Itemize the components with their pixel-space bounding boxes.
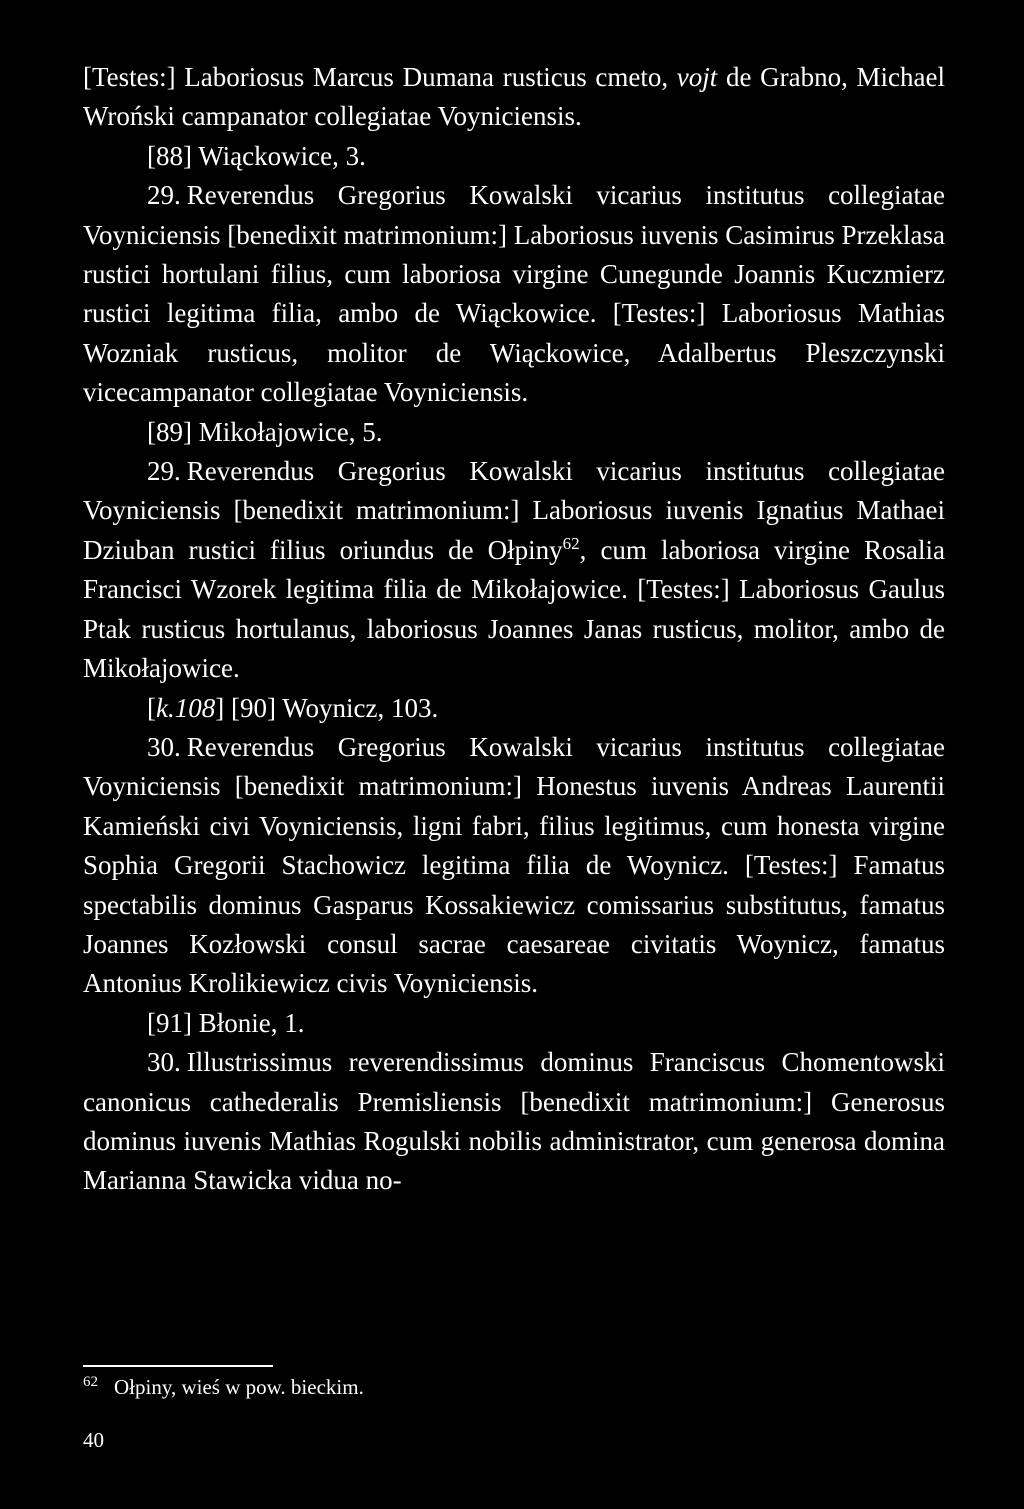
paragraph-text: de Grabno, Michael Wroński campanator collegiatae Voyniciensis.	[83, 62, 946, 132]
bracket-open: [	[147, 692, 156, 723]
footnote-reference[interactable]: 62	[562, 533, 580, 553]
footnote-mark: 62	[83, 1374, 98, 1390]
paragraph-text: [Testes:] Laboriosus Marcus Dumana rusticus cmeto,	[83, 62, 677, 92]
paragraph-text: Illustrissimus reverendissimus dominus Franciscus Chomentowski canonicus cathederalis Premisliensis [benedixit matrimonium:] Generosus dominus iuvenis Mathias Rogulski nobilis administrator, cum generosa domina Marianna Stawicka vidua no-	[83, 1047, 945, 1196]
entry-day: 29.	[147, 180, 181, 211]
paragraph-text: Reverendus Gregorius Kowalski vicarius institutus collegiatae Voyniciensis [benedixit matrimonium:] Honestus iuvenis Andreas Laurentii Kamieński civi Voyniciensis, ligni fabri, filius legitimus, cum honesta virgine Sophia Gregorii Stachowicz legitima filia de Woynicz. [Testes:] Famatus spectabilis dominus Gasparus Kossakiewicz comissarius substitutus, famatus Joannes Kozłowski consul sacrae caesareae civitatis Woynicz, famatus Antonius Krolikiewicz civis Voyniciensis.	[83, 731, 945, 999]
paragraph-text: Reverendus Gregorius Kowalski vicarius institutus collegiatae Voyniciensis [benedixit matrimonium:] Laboriosus iuvenis Ignatius Mathaei Dziuban rustici filius oriundus de Ołpiny	[83, 456, 945, 565]
entry-heading-90	[83, 689, 945, 728]
footnote-divider	[83, 1365, 273, 1367]
entry-paragraph-90	[83, 728, 945, 1004]
entry-heading-91: [91] Błonie, 1.	[147, 1007, 305, 1038]
paragraph-continuation	[83, 58, 945, 137]
footnote	[83, 1372, 364, 1402]
heading-text: ] [90] Woynicz, 103.	[215, 692, 439, 723]
page-body	[83, 58, 945, 1201]
entry-day: 29.	[147, 456, 181, 487]
entry-paragraph-89	[83, 452, 945, 688]
entry-heading-88: [88] Wiąckowice, 3.	[147, 140, 366, 171]
entry-paragraph-88	[83, 176, 945, 412]
entry-heading-89: [89] Mikołajowice, 5.	[147, 416, 383, 447]
main-text	[83, 58, 945, 1201]
folio-marker: k.108	[156, 692, 216, 723]
italic-term: vojt	[676, 62, 718, 92]
entry-day: 30.	[147, 1047, 181, 1078]
paragraph-text: Reverendus Gregorius Kowalski vicarius institutus collegiatae Voyniciensis [benedixit matrimonium:] Laboriosus iuvenis Casimirus Przeklasa rustici hortulani filius, cum laboriosa virgine Cunegunde Joannis Kuczmierz rustici legitima filia, ambo de Wiąckowice. [Testes:] Laboriosus Mathias Wozniak rusticus, molitor de Wiąckowice, Adalbertus Pleszczynski vicecampanator collegiatae Voyniciensis.	[83, 180, 945, 408]
entry-paragraph-91	[83, 1043, 945, 1201]
entry-day: 30.	[147, 731, 181, 762]
page-number: 40	[83, 1428, 104, 1452]
paragraph-text: , cum laboriosa virgine Rosalia Francisci Wzorek legitima filia de Mikołajowice. [Testes:] Laboriosus Gaulus Ptak rusticus hortulanus, laboriosus Joannes Janas rusticus, molitor, ambo de Mikołajowice.	[83, 534, 945, 684]
footnote-text: Ołpiny, wieś w pow. bieckim.	[114, 1375, 364, 1399]
